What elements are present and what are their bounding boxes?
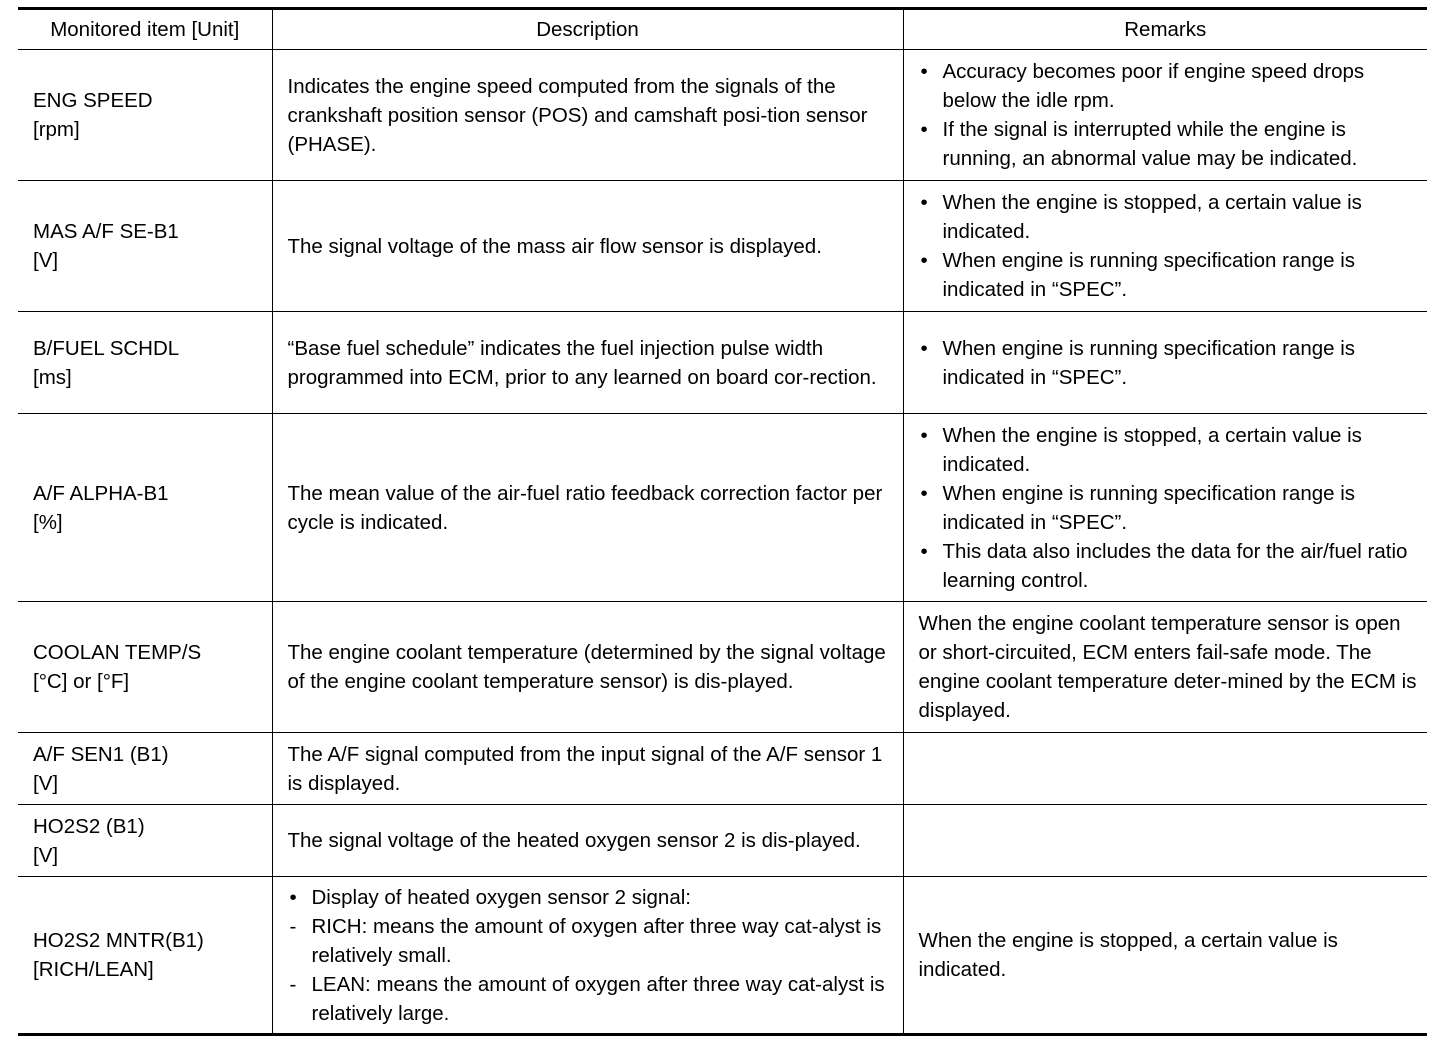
item-name: ENG SPEED bbox=[33, 89, 153, 112]
description-cell: The mean value of the air-fuel ratio feedback correction factor per cycle is indicated. bbox=[272, 414, 903, 602]
item-unit: [V] bbox=[33, 771, 59, 795]
item-name: A/F ALPHA-B1 bbox=[33, 481, 169, 505]
header-remarks: Remarks bbox=[903, 9, 1427, 50]
remark-bullet: • When engine is running specification range is indicated in “SPEC”. bbox=[919, 334, 1420, 392]
remark-bullet: • When engine is running specification range is indicated in “SPEC”. bbox=[919, 246, 1420, 304]
item-name: COOLAN TEMP/S bbox=[33, 641, 202, 664]
monitored-item-cell bbox=[18, 805, 272, 877]
table-row bbox=[18, 733, 1427, 805]
remark-bullet: • This data also includes the data for the air/fuel ratio learning control. bbox=[919, 537, 1420, 595]
table-row bbox=[18, 312, 1427, 414]
description-cell: “Base fuel schedule” indicates the fuel injection pulse width programmed into ECM, prior to any learned on board cor-rection. bbox=[272, 312, 903, 414]
description-cell: The A/F signal computed from the input signal of the A/F sensor 1 is displayed. bbox=[272, 733, 903, 805]
remarks-cell bbox=[903, 414, 1427, 602]
remarks-cell bbox=[903, 312, 1427, 414]
remarks-cell: When the engine is stopped, a certain value is indicated. bbox=[903, 877, 1427, 1035]
header-monitored-item: Monitored item [Unit] bbox=[18, 9, 272, 50]
remark-bullet: • If the signal is interrupted while the engine is running, an abnormal value may be indicated. bbox=[919, 115, 1420, 173]
table-row bbox=[18, 877, 1427, 1035]
table-row bbox=[18, 414, 1427, 602]
item-unit: [%] bbox=[33, 510, 63, 534]
monitored-item-cell bbox=[18, 602, 272, 733]
monitored-item-cell bbox=[18, 50, 272, 181]
description-dash-item: - LEAN: means the amount of oxygen after three way cat-alyst is relatively large. bbox=[288, 970, 895, 1028]
monitored-item-cell bbox=[18, 312, 272, 414]
description-cell: Indicates the engine speed computed from the signals of the crankshaft position sensor (POS) and camshaft posi-tion sensor (PHASE). bbox=[272, 50, 903, 181]
item-name: HO2S2 (B1) bbox=[33, 814, 145, 838]
remark-bullet: • Accuracy becomes poor if engine speed drops below the idle rpm. bbox=[919, 57, 1420, 115]
description-cell: The engine coolant temperature (determined by the signal voltage of the engine coolant temperature sensor) is dis-played. bbox=[272, 602, 903, 733]
item-unit: [rpm] bbox=[33, 118, 80, 141]
monitored-item-cell bbox=[18, 877, 272, 1035]
remarks-cell bbox=[903, 805, 1427, 877]
remark-bullet: • When the engine is stopped, a certain value is indicated. bbox=[919, 188, 1420, 246]
description-dash-item: - RICH: means the amount of oxygen after three way cat-alyst is relatively small. bbox=[288, 912, 895, 970]
item-unit: [ms] bbox=[33, 365, 72, 389]
table-row bbox=[18, 805, 1427, 877]
remarks-cell bbox=[903, 50, 1427, 181]
remarks-cell bbox=[903, 181, 1427, 312]
description-bullet: • Display of heated oxygen sensor 2 signal: bbox=[288, 883, 895, 912]
item-name: MAS A/F SE-B1 bbox=[33, 220, 179, 243]
remark-bullet: • When the engine is stopped, a certain value is indicated. bbox=[919, 421, 1420, 479]
item-unit: [RICH/LEAN] bbox=[33, 958, 154, 981]
description-cell: The signal voltage of the mass air flow sensor is displayed. bbox=[272, 181, 903, 312]
table-row bbox=[18, 181, 1427, 312]
remark-bullet: • When engine is running specification range is indicated in “SPEC”. bbox=[919, 479, 1420, 537]
remarks-cell: When the engine coolant temperature sensor is open or short-circuited, ECM enters fail-safe mode. The engine coolant temperature deter-mined by the ECM is displayed. bbox=[903, 602, 1427, 733]
item-unit: [V] bbox=[33, 843, 59, 867]
monitor-item-table bbox=[18, 7, 1427, 1036]
item-unit: [°C] or [°F] bbox=[33, 670, 130, 693]
description-cell: The signal voltage of the heated oxygen sensor 2 is dis-played. bbox=[272, 805, 903, 877]
item-name: B/FUEL SCHDL bbox=[33, 336, 180, 360]
table-header-row bbox=[18, 9, 1427, 50]
description-cell bbox=[272, 877, 903, 1035]
monitored-item-cell bbox=[18, 733, 272, 805]
item-name: HO2S2 MNTR(B1) bbox=[33, 929, 204, 952]
table-row bbox=[18, 602, 1427, 733]
monitored-item-cell bbox=[18, 181, 272, 312]
header-description: Description bbox=[272, 9, 903, 50]
remarks-cell bbox=[903, 733, 1427, 805]
item-unit: [V] bbox=[33, 249, 59, 272]
monitored-item-cell bbox=[18, 414, 272, 602]
table-row bbox=[18, 50, 1427, 181]
item-name: A/F SEN1 (B1) bbox=[33, 742, 169, 766]
